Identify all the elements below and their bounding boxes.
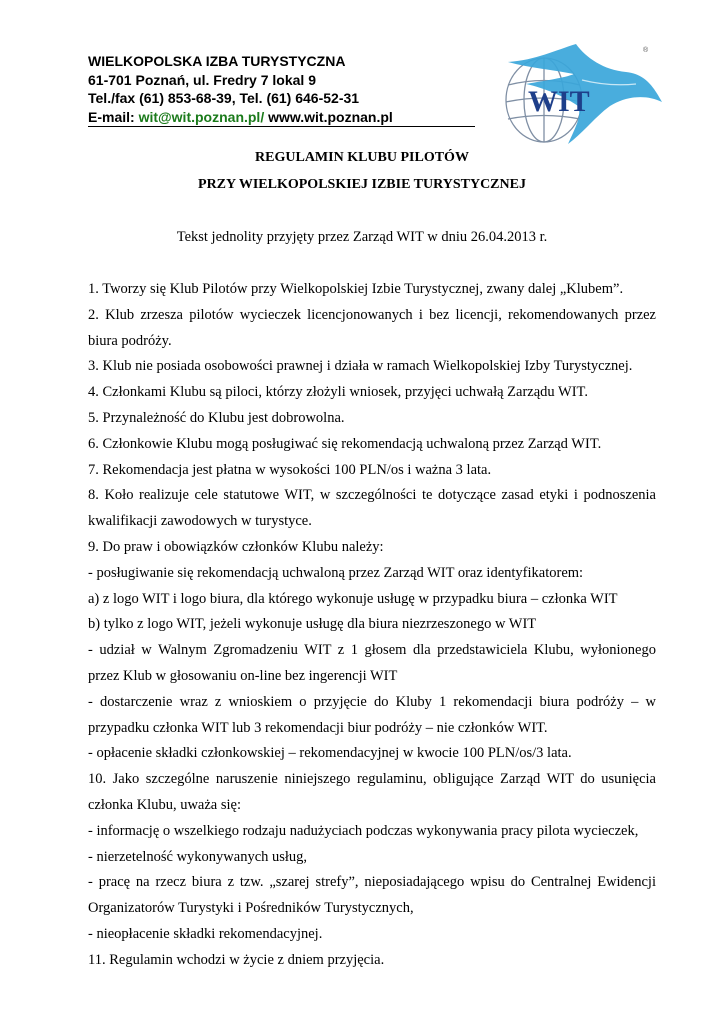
paragraph: - nierzetelność wykonywanych usług,	[88, 848, 308, 865]
paragraph: - pracę na rzecz biura z tzw. „szarej strefy”, nieposiadającego wpisu do Centralnej Ewidencji Organizatorów Turystyki i Pośredników Turystycznych,	[88, 874, 656, 917]
paragraph: 10. Jako szczególne naruszenie niniejszego regulaminu, obligujące Zarząd WIT do usunięcia członka Klubu, uważa się:	[88, 771, 656, 813]
website-link[interactable]: www.wit.poznan.pl	[264, 108, 393, 125]
paragraph: 4. Członkami Klubu są piloci, którzy złożyli wniosek, przyjęci uchwałą Zarządu WIT.	[88, 384, 588, 401]
paragraph: - nieopłacenie składki rekomendacyjnej.	[88, 925, 323, 942]
paragraph: 6. Członkowie Klubu mogą posługiwać się rekomendacją uchwaloną przez Zarząd WIT.	[88, 435, 602, 452]
paragraph: 1. Tworzy się Klub Pilotów przy Wielkopolskiej Izbie Turystycznej, zwany dalej „Klubem”.	[88, 281, 624, 297]
email-link[interactable]: wit@wit.poznan.pl/	[138, 108, 265, 125]
paragraph: - opłacenie składki członkowskiej – rekomendacyjnej w kwocie 100 PLN/os/3 lata.	[88, 745, 572, 762]
paragraph: - posługiwanie się rekomendacją uchwaloną przez Zarząd WIT oraz identyfikatorem:	[88, 564, 584, 581]
paragraph: 2. Klub zrzesza pilotów wycieczek licencjonowanych i bez licencji, rekomendowanych przez biura podróży.	[88, 306, 656, 349]
paragraph: a) z logo WIT i logo biura, dla którego wykonuje usługę w przypadku biura – członka WIT	[88, 590, 618, 607]
paragraph: 7. Rekomendacja jest płatna w wysokości 100 PLN/os i ważna 3 lata.	[88, 461, 492, 478]
org-address: 61-701 Poznań, ul. Fredry 7 lokal 9	[88, 71, 316, 88]
document-title-line-2: PRZY WIELKOPOLSKIEJ IZBIE TURYSTYCZNEJ	[198, 177, 526, 192]
logo-text: WIT	[528, 85, 590, 118]
paragraph: - dostarczenie wraz z wnioskiem o przyjęcie do Kluby 1 rekomendacji biura podróży – w przypadku członka WIT lub 3 rekomendacji biur podróży – nie członków WIT.	[88, 693, 656, 736]
document-subtitle: Tekst jednolity przyjęty przez Zarząd WIT w dniu 26.04.2013 r.	[176, 229, 548, 245]
paragraph: b) tylko z logo WIT, jeżeli wykonuje usługę dla biura niezrzeszonego w WIT	[88, 616, 537, 633]
org-name: WIELKOPOLSKA IZBA TURYSTYCZNA	[88, 53, 346, 69]
document-title-line-1: REGULAMIN KLUBU PILOTÓW	[255, 150, 469, 165]
paragraph: 9. Do praw i obowiązków członków Klubu należy:	[88, 538, 384, 555]
paragraph: - informację o wszelkiego rodzaju nadużyciach podczas wykonywania pracy pilota wycieczek,	[88, 822, 639, 839]
letterhead	[88, 52, 488, 127]
wit-logo	[486, 40, 666, 150]
contact-line	[88, 108, 475, 128]
org-phones: Tel./fax (61) 853-68-39, Tel. (61) 646-52-31	[88, 90, 360, 106]
email-label: E-mail:	[88, 108, 139, 125]
registered-mark: ®	[643, 47, 649, 54]
regulation-body	[88, 277, 656, 974]
paragraph: 8. Koło realizuje cele statutowe WIT, w szczególności te dotyczące zasad etyki i podnoszenia kwalifikacji zawodowych w turystyce.	[88, 487, 656, 530]
paragraph: 3. Klub nie posiada osobowości prawnej i działa w ramach Wielkopolskiej Izby Turystycznej.	[88, 358, 633, 375]
paragraph: 11. Regulamin wchodzi w życie z dniem przyjęcia.	[88, 951, 385, 968]
paragraph: - udział w Walnym Zgromadzeniu WIT z 1 głosem dla przedstawiciela Klubu, wyłonionego przez Klub w głosowaniu on-line bez ingerencji WIT	[88, 642, 656, 684]
paragraph: 5. Przynależność do Klubu jest dobrowolna.	[88, 409, 345, 426]
